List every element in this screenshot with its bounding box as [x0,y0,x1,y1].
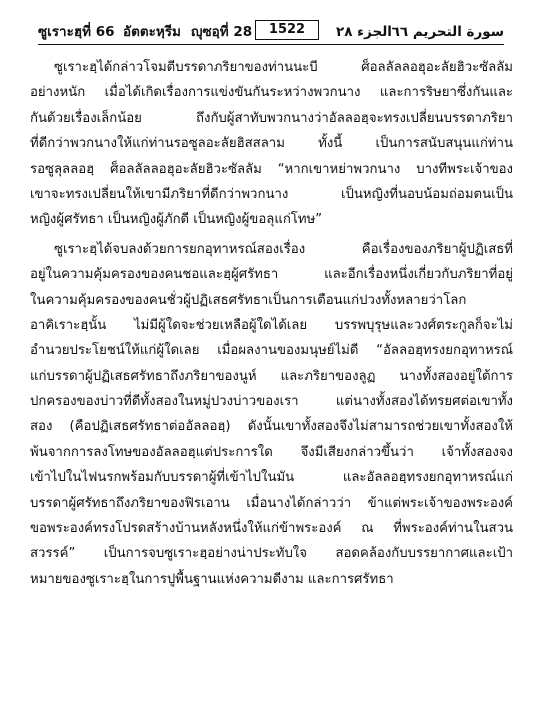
text-line: อำนวยประโยชน์ให้แก่ผู้ใดเลย เมื่อผลงานของมนุษย์ไม่ดี “อัลลอฮฺทรงยกอุทาหรณ์ [30,343,513,359]
paragraph [30,237,513,592]
text-line: หญิงผู้ศรัทธา เป็นหญิงผู้ภักดี เป็นหญิงผู้ขอลุแก่โทษ” [30,212,323,228]
text-line: ที่ดีกว่าพวกนางให้แก่ท่านรอซูลอะลัยฮิสสลาม ทั้งนี้ เป็นการสนับสนุนแก่ท่าน [30,136,513,152]
juz-arabic: الجزء ٢٨ [336,24,392,40]
paragraph [30,55,513,233]
text-line: บรรดาผู้ศรัทธาถึงภริยาของฟิรเอาน เมื่อนางได้กล่าวว่า ข้าแต่พระเจ้าของพระองค์ [30,495,513,511]
text-line: กันด้วยเรื่องเล็กน้อย ถึงกับผู้สาทับพวกนางว่าอัลลอฮฺจะทรงเปลี่ยนบรรดาภริยา [30,110,513,126]
surah-arabic: سورة التحريم ٦٦ [391,24,504,40]
text-line: ซูเราะฮฺได้จบลงด้วยการยกอุทาหรณ์สองเรื่อง คือเรื่องของภริยาผู้ปฏิเสธที่ [54,241,513,257]
text-line: อาคิเราะฮฺนั้น ไม่มีผู้ใดจะช่วยเหลือผู้ใดได้เลย บรรพบุรุษและวงศ์ตระกูลก็จะไม่ [30,317,513,333]
surah-name: อัตตะหฺรีม [123,24,181,40]
text-line: ปกครองของบ่าวที่ดีทั้งสองในหมู่ปวงบ่าวของเรา แต่นางทั้งสองได้ทรยศต่อเขาทั้ง [30,394,513,410]
text-line: อยู่ในความคุ้มครองของคนชอและฮฺผู้ศรัทธา และอีกเรื่องหนึ่งเกี่ยวกับภริยาที่อยู่ [30,267,513,283]
text-line: เข้าไปในไฟนรกพร้อมกับบรรดาผู้ที่เข้าไปในมัน และอัลลอฮฺทรงยกอุทาหรณ์แก่ [30,470,513,486]
text-line: พ้นจากการลงโทษของอัลลอฮฺแต่ประการใด จึงมีเสียงกล่าวขึ้นว่า เจ้าทั้งสองจง [30,444,513,460]
page-header [38,20,504,46]
text-line: สวรรค์” เป็นการจบซูเราะฮฺอย่างน่าประทับใจ สอดคล้องกับบรรยากาศและเป้า [30,546,513,562]
text-line: เขาจะทรงเปลี่ยนให้เขามีภริยาที่ดีกว่าพวกนาง เป็นหญิงที่นอบน้อมถ่อมตนเป็น [30,186,513,202]
surah-number: ซูเราะฮฺที่ 66 [38,24,115,40]
text-line: สอง (คือปฏิเสธศรัทธาต่ออัลลอฮฺ) ดังนั้นเขาทั้งสองจึงไม่สามารถช่วยเขาทั้งสองให้ [30,419,513,435]
text-line: ขอพระองค์ทรงโปรดสร้างบ้านหลังหนึ่งให้แก่ข้าพระองค์ ณ ที่พระองค์ท่านในสวน [30,521,513,537]
page-number-box [255,20,319,40]
text-line: รอซูลุลลอฮฺ ศ็อลลัลลอฮุอะลัยฮิวะซัลลัม “หากเขาหย่าพวกนาง บางทีพระเจ้าของ [30,161,513,177]
juz-label: ญุซอฺที่ 28 [191,24,253,40]
text-line: แก่บรรดาผู้ปฏิเสธศรัทธาถึงภริยาของนูห์ และภริยาของลูฏ นางทั้งสองอยู่ใต้การ [30,368,513,384]
text-line: ซูเราะฮฺได้กล่าวโจมตีบรรดาภริยาของท่านนะบี ศ็อลลัลลอฮุอะลัยฮิวะซัลลัม [54,60,513,75]
text-line: อย่างหนัก เมื่อได้เกิดเรื่องการแข่งขันกันระหว่างพวกนาง และการริษยาซึ่งกันและ [30,85,513,101]
text-line: หมายของซูเราะฮฺในการปูพื้นฐานแห่งความดีงาม และการศรัทธา [30,571,394,587]
body-text [30,55,513,592]
text-line: ในความคุ้มครองของคนชั่วผู้ปฏิเสธศรัทธาเป็นการเตือนแก่ปวงทั้งหลายว่าโลก [30,292,467,308]
page-number: 1522 [268,22,306,37]
header-rule [38,44,504,45]
